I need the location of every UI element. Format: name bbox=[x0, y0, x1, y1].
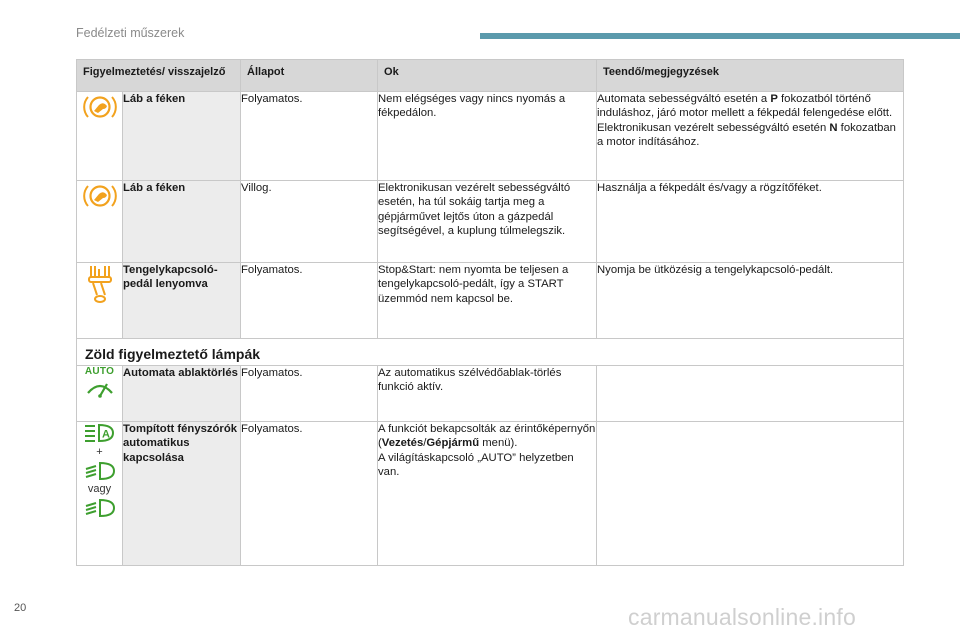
row-icon-cell bbox=[77, 422, 123, 566]
row-state: Villog. bbox=[241, 181, 378, 263]
row-state: Folyamatos. bbox=[241, 92, 378, 181]
row-action: Automata sebességváltó esetén a P fokozatból történő induláshoz, járó motor mellett a fékpedál felengedése előtt. Elektronikusan vezérelt sebességváltó esetén N fokozatban a motor indításához. bbox=[597, 92, 904, 181]
header-accent-bar bbox=[480, 33, 960, 39]
row-cause: Elektronikusan vezérelt sebességváltó esetén, ha túl sokáig tartja meg a gépjárművet lejtős úton a gázpedál segítségével, a kuplung túlmelegszik. bbox=[378, 181, 597, 263]
row-name: Láb a féken bbox=[123, 181, 241, 263]
row-icon-cell bbox=[77, 181, 123, 263]
col-header-cause: Ok bbox=[378, 60, 597, 92]
table-row bbox=[77, 366, 904, 422]
row-action bbox=[597, 366, 904, 422]
row-action: Nyomja be ütközésig a tengelykapcsoló-pedált. bbox=[597, 263, 904, 339]
row-state: Folyamatos. bbox=[241, 422, 378, 566]
svg-text:A: A bbox=[101, 428, 110, 441]
warning-lamps-table bbox=[76, 59, 904, 566]
row-icon-cell bbox=[77, 92, 123, 181]
row-name: Tompított fényszórók automatikus kapcsolása bbox=[123, 422, 241, 566]
clutch-pedal-icon bbox=[85, 263, 115, 305]
row-cause: Nem elégséges vagy nincs nyomás a fékpedálon. bbox=[378, 92, 597, 181]
row-cause: Az automatikus szélvédőablak-törlés funkció aktív. bbox=[378, 366, 597, 422]
table-row bbox=[77, 263, 904, 339]
row-icon-cell bbox=[77, 366, 123, 422]
col-header-state: Állapot bbox=[241, 60, 378, 92]
section-row bbox=[77, 339, 904, 366]
row-action: Használja a fékpedált és/vagy a rögzítőféket. bbox=[597, 181, 904, 263]
section-title: Zöld figyelmeztető lámpák bbox=[77, 339, 904, 366]
auto-label: AUTO bbox=[84, 366, 115, 377]
table-header-row bbox=[77, 60, 904, 92]
row-name: Tengelykapcsoló-pedál lenyomva bbox=[123, 263, 241, 339]
watermark: carmanualsonline.info bbox=[628, 604, 856, 630]
auto-wiper-icon bbox=[85, 377, 115, 399]
table-row bbox=[77, 181, 904, 263]
page-number: 20 bbox=[14, 602, 27, 614]
table-row bbox=[77, 92, 904, 181]
row-action bbox=[597, 422, 904, 566]
header-title: Fedélzeti műszerek bbox=[76, 26, 185, 40]
row-cause: A funkciót bekapcsolták az érintőképernyőn (Vezetés/Gépjármű menü). A világításkapcsoló „AUTO” helyzetben van. bbox=[378, 422, 597, 566]
row-cause: Stop&Start: nem nyomta be teljesen a tengelykapcsoló-pedált, így a START üzemmód nem kapcsol be. bbox=[378, 263, 597, 339]
row-name: Automata ablaktörlés bbox=[123, 366, 241, 422]
row-icon-cell bbox=[77, 263, 123, 339]
table-row bbox=[77, 422, 904, 566]
auto-headlamp-icon bbox=[83, 422, 117, 444]
col-header-warning: Figyelmeztetés/ visszajelző bbox=[77, 60, 241, 92]
col-header-action: Teendő/megjegyzések bbox=[597, 60, 904, 92]
or-label: vagy bbox=[87, 483, 112, 495]
foot-on-brake-icon bbox=[83, 92, 117, 122]
foot-on-brake-icon bbox=[83, 181, 117, 211]
dipped-beam-icon bbox=[84, 461, 116, 481]
dipped-beam-icon bbox=[84, 498, 116, 518]
row-state: Folyamatos. bbox=[241, 263, 378, 339]
row-state: Folyamatos. bbox=[241, 366, 378, 422]
row-name: Láb a féken bbox=[123, 92, 241, 181]
plus-sign: + bbox=[96, 446, 103, 458]
